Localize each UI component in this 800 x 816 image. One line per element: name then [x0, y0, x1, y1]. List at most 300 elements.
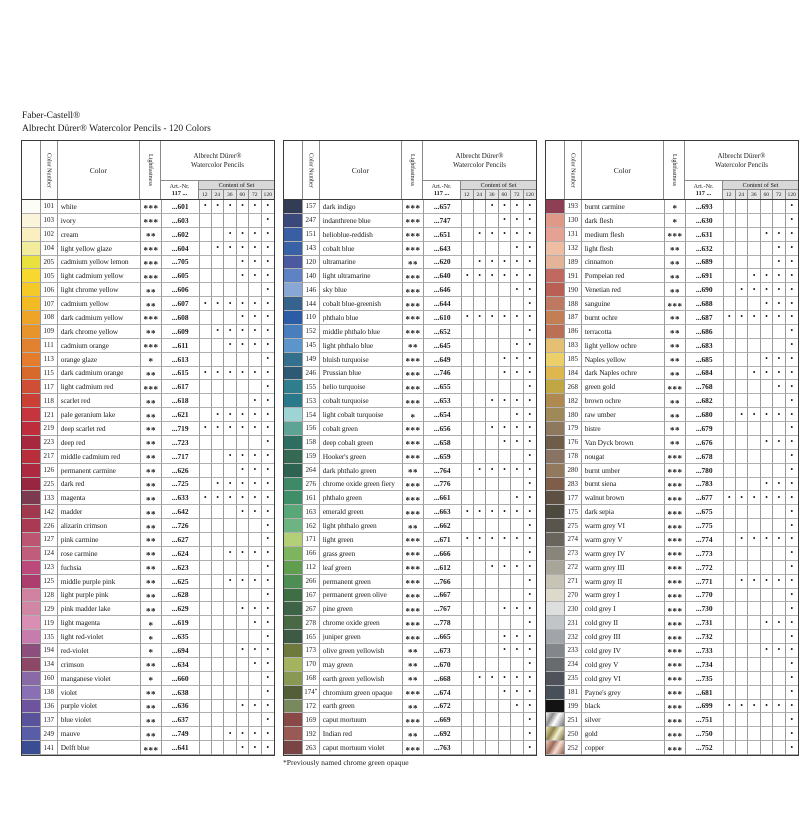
color-number: 125 — [41, 575, 58, 589]
set-membership-dot — [724, 242, 736, 256]
set-membership-dot: • — [212, 491, 224, 505]
lightfastness-rating: ** — [141, 533, 162, 547]
color-name: rose carmine — [58, 547, 141, 561]
set-membership-dot — [499, 297, 511, 311]
set-membership-dot — [748, 228, 760, 242]
set-membership-dot — [724, 297, 736, 311]
color-name: warm grey IV — [582, 547, 665, 561]
lightfastness-rating: ** — [403, 256, 424, 270]
lightfastness-rating: *** — [665, 602, 686, 616]
set-membership-dot — [462, 464, 474, 478]
color-number: 152 — [303, 325, 320, 339]
color-swatch — [284, 658, 303, 672]
set-membership-dot: • — [511, 256, 523, 270]
lightfastness-rating: ** — [141, 561, 162, 575]
color-swatch — [546, 505, 565, 519]
set-membership-dot — [249, 380, 261, 394]
color-number: 205 — [41, 256, 58, 270]
color-swatch — [22, 727, 41, 741]
color-swatch — [546, 339, 565, 353]
color-name: grass green — [320, 547, 403, 561]
lightfastness-rating: ** — [141, 547, 162, 561]
set-membership-dot — [212, 561, 224, 575]
color-swatch — [546, 214, 565, 228]
color-name: leaf green — [320, 561, 403, 575]
color-number: 143 — [303, 242, 320, 256]
color-swatch — [546, 478, 565, 492]
lightfastness-rating: ** — [665, 367, 686, 381]
article-number: ...617 — [162, 380, 200, 394]
set-membership-dot: • — [786, 478, 798, 492]
color-swatch — [284, 672, 303, 686]
lightfastness-rating: *** — [665, 450, 686, 464]
set-membership-dot — [736, 464, 748, 478]
set-membership-dot — [249, 519, 261, 533]
set-membership-dot: • — [761, 353, 773, 367]
set-membership-dot — [200, 561, 212, 575]
set-membership-dot — [462, 630, 474, 644]
set-membership-dot — [748, 436, 760, 450]
color-name: burnt siena — [582, 478, 665, 492]
article-number: ...766 — [424, 575, 462, 589]
set-membership-dot — [212, 311, 224, 325]
set-membership-dot — [773, 464, 785, 478]
set-membership-dot — [724, 339, 736, 353]
set-membership-dot — [486, 644, 498, 658]
set-membership-dot: • — [761, 533, 773, 547]
lightfastness-header: Lightfastness — [140, 141, 161, 199]
color-number: 235 — [565, 672, 582, 686]
lightfastness-rating: ** — [141, 700, 162, 714]
set-membership-dot: • — [524, 353, 536, 367]
table-row — [22, 353, 274, 367]
lightfastness-rating: ** — [665, 353, 686, 367]
set-membership-dot — [761, 672, 773, 686]
color-name: light cadmium red — [58, 380, 141, 394]
article-number: ...783 — [686, 478, 724, 492]
table-row — [284, 686, 536, 700]
color-swatch — [546, 325, 565, 339]
table-row — [546, 616, 798, 630]
color-swatch — [284, 727, 303, 741]
set-membership-dot: • — [524, 644, 536, 658]
set-membership-dot: • — [511, 630, 523, 644]
set-membership-dot — [499, 589, 511, 603]
color-name: cobalt green — [320, 422, 403, 436]
set-membership-dot: • — [499, 228, 511, 242]
set-membership-dot — [486, 616, 498, 630]
set-membership-dot — [773, 547, 785, 561]
set-membership-dot: • — [524, 727, 536, 741]
color-swatch — [22, 339, 41, 353]
color-number: 231 — [565, 616, 582, 630]
color-number: 134 — [41, 658, 58, 672]
set-membership-dot — [511, 658, 523, 672]
set-membership-dot — [761, 242, 773, 256]
lightfastness-rating: ** — [141, 575, 162, 589]
set-membership-dot: • — [462, 533, 474, 547]
set-membership-dot: • — [486, 256, 498, 270]
article-number: ...630 — [686, 214, 724, 228]
set-membership-dot — [249, 630, 261, 644]
article-number: ...612 — [424, 561, 462, 575]
color-name: Hooker's green — [320, 450, 403, 464]
set-membership-dot — [200, 575, 212, 589]
table-row — [22, 200, 274, 214]
article-number: ...611 — [162, 339, 200, 353]
set-membership-dot — [499, 325, 511, 339]
set-membership-dot — [474, 339, 486, 353]
article-number: ...723 — [162, 436, 200, 450]
set-membership-dot — [736, 242, 748, 256]
set-membership-dot: • — [224, 450, 236, 464]
color-name: phthalo blue — [320, 311, 403, 325]
lightfastness-rating: ** — [141, 283, 162, 297]
set-membership-dot: • — [524, 561, 536, 575]
color-number: 113 — [41, 353, 58, 367]
table-row — [22, 325, 274, 339]
table-row — [22, 505, 274, 519]
set-membership-dot — [736, 436, 748, 450]
table-row — [284, 478, 536, 492]
set-membership-dot — [200, 256, 212, 270]
set-membership-dot: • — [786, 394, 798, 408]
set-membership-dot: • — [212, 408, 224, 422]
set-size-24: 24 — [474, 190, 487, 199]
color-number: 102 — [41, 228, 58, 242]
color-name: emerald green — [320, 505, 403, 519]
set-membership-dot — [462, 561, 474, 575]
set-membership-dot — [748, 505, 760, 519]
color-number: 223 — [41, 436, 58, 450]
set-membership-dot — [474, 602, 486, 616]
set-membership-dot — [724, 422, 736, 436]
color-number: 132 — [565, 242, 582, 256]
set-membership-dot — [212, 519, 224, 533]
set-membership-dot: • — [524, 325, 536, 339]
color-number: 252 — [565, 741, 582, 755]
article-number: ...763 — [424, 741, 462, 755]
set-membership-dot: • — [786, 589, 798, 603]
color-number: 111 — [41, 339, 58, 353]
table-row — [284, 713, 536, 727]
set-membership-dot — [499, 575, 511, 589]
article-number: ...773 — [686, 547, 724, 561]
set-membership-dot: • — [736, 311, 748, 325]
set-membership-dot: • — [474, 533, 486, 547]
set-membership-dot — [499, 658, 511, 672]
lightfastness-rating: *** — [665, 589, 686, 603]
set-membership-dot: • — [237, 644, 249, 658]
set-membership-dot: • — [249, 658, 261, 672]
set-membership-dot — [773, 519, 785, 533]
color-name: cold grey V — [582, 658, 665, 672]
color-swatch — [22, 616, 41, 630]
table-row — [546, 561, 798, 575]
set-membership-dot: • — [499, 436, 511, 450]
table-row — [284, 422, 536, 436]
set-size-row — [461, 190, 536, 199]
color-number: 263 — [303, 741, 320, 755]
set-membership-dot — [761, 339, 773, 353]
set-membership-dot — [224, 436, 236, 450]
set-size-36: 36 — [748, 190, 761, 199]
color-name: dark cadmium yellow — [58, 311, 141, 325]
set-membership-dot — [748, 686, 760, 700]
set-membership-dot — [773, 561, 785, 575]
article-number: ...730 — [686, 602, 724, 616]
article-number: ...725 — [162, 478, 200, 492]
lightfastness-rating: *** — [403, 450, 424, 464]
set-membership-dot — [462, 741, 474, 755]
set-membership-dot — [724, 256, 736, 270]
set-membership-dot — [773, 325, 785, 339]
color-number: 118 — [41, 394, 58, 408]
table-row — [284, 464, 536, 478]
color-number: 120 — [303, 256, 320, 270]
set-membership-dot: • — [237, 450, 249, 464]
color-swatch — [284, 700, 303, 714]
set-membership-dot: • — [786, 408, 798, 422]
set-membership-dot — [486, 686, 498, 700]
set-membership-dot: • — [786, 214, 798, 228]
set-membership-dot — [224, 672, 236, 686]
set-membership-dot: • — [237, 242, 249, 256]
set-membership-dot: • — [237, 408, 249, 422]
color-header: Color — [320, 141, 402, 199]
color-name: cadmium yellow — [58, 297, 141, 311]
color-number: 264 — [303, 464, 320, 478]
lightfastness-rating: *** — [665, 700, 686, 714]
article-number: ...655 — [424, 380, 462, 394]
set-size-60: 60 — [761, 190, 774, 199]
color-name: helio turquoise — [320, 380, 403, 394]
set-membership-dot: • — [511, 602, 523, 616]
color-swatch — [22, 686, 41, 700]
table-row — [22, 700, 274, 714]
article-number: ...610 — [424, 311, 462, 325]
set-membership-dot — [237, 283, 249, 297]
set-membership-dot: • — [786, 519, 798, 533]
color-swatch — [546, 561, 565, 575]
set-membership-dot: • — [761, 436, 773, 450]
table-header — [284, 141, 536, 200]
product-name-line2: Watercolor Pencils — [453, 160, 506, 169]
color-name: chrome oxide green — [320, 616, 403, 630]
color-number: 272 — [565, 561, 582, 575]
color-name: dark flesh — [582, 214, 665, 228]
color-swatch — [284, 283, 303, 297]
set-membership-dot — [499, 519, 511, 533]
lightfastness-rating: *** — [403, 505, 424, 519]
set-membership-dot: • — [224, 297, 236, 311]
color-number: 130 — [565, 214, 582, 228]
article-number: ...609 — [162, 325, 200, 339]
set-membership-dot: • — [786, 269, 798, 283]
color-swatch — [284, 339, 303, 353]
set-membership-dot — [212, 269, 224, 283]
set-membership-dot — [773, 727, 785, 741]
color-swatch — [22, 283, 41, 297]
set-membership-dot: • — [511, 533, 523, 547]
color-number: 166 — [303, 547, 320, 561]
product-header-group — [161, 141, 274, 199]
set-membership-dot — [736, 741, 748, 755]
color-swatch — [284, 422, 303, 436]
article-number: ...767 — [424, 602, 462, 616]
color-swatch — [284, 630, 303, 644]
set-membership-dot: • — [524, 380, 536, 394]
color-swatch — [284, 325, 303, 339]
color-name: dark indigo — [320, 200, 403, 214]
article-number: ...735 — [686, 672, 724, 686]
color-name: Venetian red — [582, 283, 665, 297]
set-membership-dot — [486, 297, 498, 311]
set-membership-dot — [736, 561, 748, 575]
set-membership-dot — [773, 602, 785, 616]
lightfastness-rating: *** — [403, 325, 424, 339]
color-name: scarlet red — [58, 394, 141, 408]
lightfastness-rating: ** — [141, 505, 162, 519]
set-membership-dot — [736, 353, 748, 367]
set-membership-dot: • — [511, 700, 523, 714]
set-membership-dot — [761, 464, 773, 478]
set-membership-dot: • — [773, 700, 785, 714]
color-swatch — [546, 353, 565, 367]
color-name: cadmium orange — [58, 339, 141, 353]
set-membership-dot: • — [224, 325, 236, 339]
set-membership-dot — [724, 394, 736, 408]
color-swatch — [22, 644, 41, 658]
lightfastness-rating: *** — [403, 311, 424, 325]
set-membership-dot — [474, 325, 486, 339]
set-membership-dot — [748, 561, 760, 575]
color-swatch — [22, 450, 41, 464]
color-swatch — [284, 394, 303, 408]
set-membership-dot — [224, 561, 236, 575]
set-membership-dot — [212, 630, 224, 644]
brand-title: Faber-Castell® — [22, 111, 81, 121]
set-membership-dot: • — [237, 547, 249, 561]
table-row — [546, 575, 798, 589]
lightfastness-rating: ** — [141, 478, 162, 492]
color-name: caput mortuum — [320, 713, 403, 727]
color-number: 167 — [303, 589, 320, 603]
set-membership-dot: • — [249, 200, 261, 214]
color-swatch — [22, 602, 41, 616]
color-name: dark phthalo green — [320, 464, 403, 478]
set-membership-dot — [724, 478, 736, 492]
color-name: light yellow glaze — [58, 242, 141, 256]
lightfastness-rating: *** — [665, 505, 686, 519]
color-swatch — [22, 200, 41, 214]
set-membership-dot — [249, 589, 261, 603]
color-number: 182 — [565, 394, 582, 408]
lightfastness-rating: *** — [403, 491, 424, 505]
article-number: ...644 — [424, 297, 462, 311]
set-membership-dot: • — [474, 228, 486, 242]
set-membership-dot — [773, 672, 785, 686]
color-number: 283 — [565, 478, 582, 492]
color-name: light phthalo green — [320, 519, 403, 533]
color-swatch — [546, 311, 565, 325]
color-swatch — [22, 394, 41, 408]
lightfastness-rating: ** — [403, 339, 424, 353]
set-membership-dot — [511, 478, 523, 492]
set-membership-dot: • — [786, 602, 798, 616]
color-swatch — [22, 311, 41, 325]
article-number: ...615 — [162, 367, 200, 381]
color-swatch — [22, 478, 41, 492]
color-name: ivory — [58, 214, 141, 228]
set-membership-dot — [462, 256, 474, 270]
table-body — [22, 200, 274, 755]
set-membership-dot — [736, 505, 748, 519]
table-row — [546, 519, 798, 533]
set-membership-dot — [736, 450, 748, 464]
set-membership-dot: • — [462, 311, 474, 325]
article-number: ...679 — [686, 422, 724, 436]
color-name: terracotta — [582, 325, 665, 339]
set-membership-dot: • — [224, 242, 236, 256]
set-membership-dot — [724, 644, 736, 658]
article-number: ...778 — [424, 616, 462, 630]
article-number: ...719 — [162, 422, 200, 436]
color-swatch — [22, 353, 41, 367]
set-membership-dot — [736, 547, 748, 561]
color-swatch — [284, 408, 303, 422]
set-membership-dot — [200, 283, 212, 297]
set-membership-dot: • — [511, 644, 523, 658]
set-membership-dot: • — [262, 478, 274, 492]
set-membership-dot — [212, 256, 224, 270]
swatch-column-header — [284, 141, 303, 199]
color-swatch — [546, 589, 565, 603]
color-swatch — [22, 589, 41, 603]
set-membership-dot: • — [773, 575, 785, 589]
set-membership-dot: • — [486, 394, 498, 408]
color-name: dark red — [58, 478, 141, 492]
set-membership-dot — [761, 256, 773, 270]
set-size-12: 12 — [461, 190, 474, 199]
table-body — [284, 200, 536, 755]
lightfastness-rating: *** — [403, 478, 424, 492]
color-number: 225 — [41, 478, 58, 492]
lightfastness-rating: ** — [141, 408, 162, 422]
lightfastness-rating: ** — [665, 325, 686, 339]
color-number: 157 — [303, 200, 320, 214]
set-membership-dot — [200, 741, 212, 755]
set-membership-dot: • — [773, 380, 785, 394]
set-membership-dot: • — [761, 297, 773, 311]
set-membership-dot — [724, 575, 736, 589]
set-membership-dot — [462, 214, 474, 228]
product-name-header — [685, 141, 798, 181]
set-membership-dot — [200, 214, 212, 228]
set-membership-dot — [736, 644, 748, 658]
lightfastness-rating: *** — [403, 214, 424, 228]
article-number: ...638 — [162, 686, 200, 700]
set-membership-dot — [724, 686, 736, 700]
set-membership-dot: • — [474, 464, 486, 478]
set-membership-dot — [486, 630, 498, 644]
set-membership-dot — [724, 464, 736, 478]
set-membership-dot: • — [511, 686, 523, 700]
color-number: 266 — [303, 575, 320, 589]
set-membership-dot — [224, 630, 236, 644]
set-membership-dot — [761, 630, 773, 644]
set-membership-dot: • — [262, 353, 274, 367]
